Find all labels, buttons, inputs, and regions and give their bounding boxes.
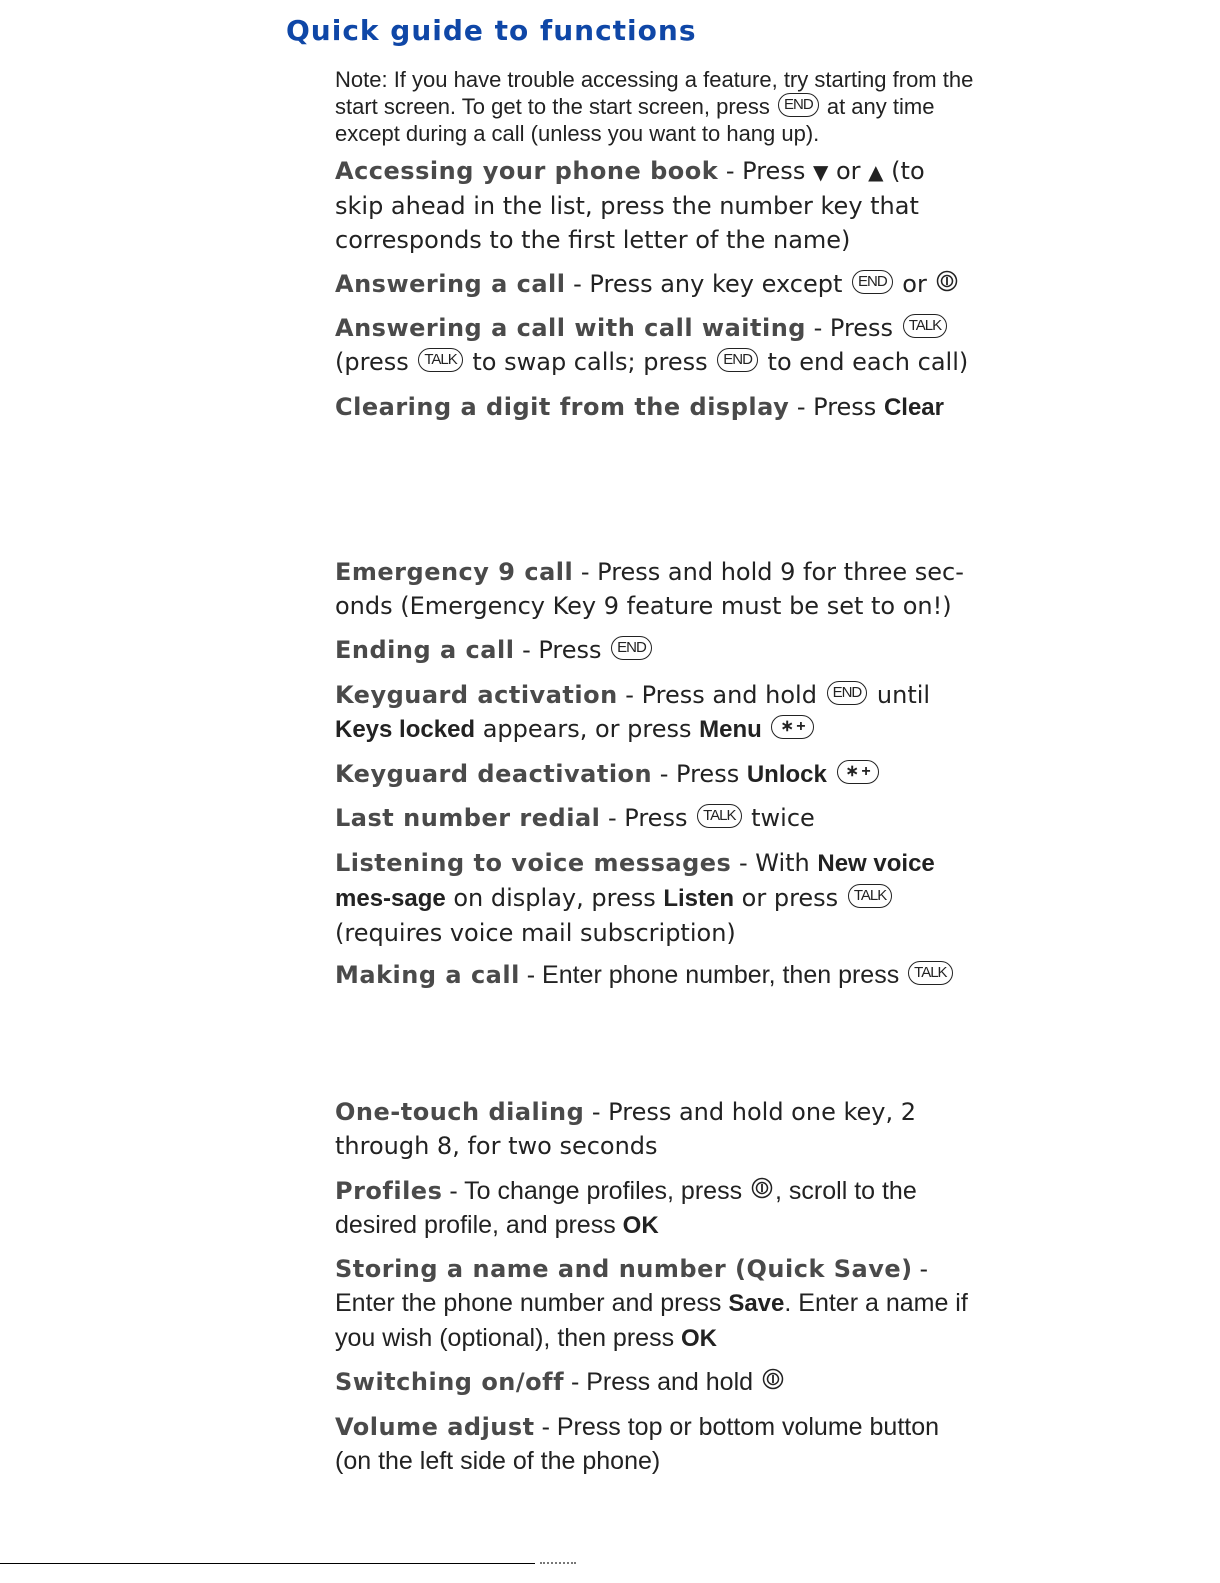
footer-rule: [0, 1563, 535, 1564]
softkey-label: Clear: [883, 394, 944, 421]
entry-call-waiting: [335, 311, 975, 379]
entry-text: (press: [335, 348, 417, 376]
page-title: Quick guide to functions: [286, 14, 697, 47]
entry-term: Emergency 9 call: [335, 558, 574, 586]
entry-text: - Press: [600, 804, 696, 832]
softkey-label: Menu: [699, 716, 762, 743]
softkey-label: Listen: [663, 885, 735, 912]
entry-term: Profiles: [335, 1177, 443, 1205]
entry-term: Answering a call: [335, 270, 566, 298]
entry-storing: [335, 1252, 975, 1356]
entry-text: - With: [731, 849, 818, 877]
arrow-down-icon: ▼: [812, 160, 829, 184]
entry-term: Last number redial: [335, 804, 601, 832]
note-text-2: at any time except during a call (unless you want to hang up).: [335, 94, 935, 147]
entry-text: or: [894, 270, 935, 298]
entry-text: to end each call): [759, 348, 969, 376]
arrow-up-icon: ▲: [868, 160, 884, 184]
star-key-icon: ∗ +: [771, 715, 813, 739]
entry-redial: [335, 801, 975, 835]
talk-key-icon: TALK: [848, 884, 892, 908]
entry-text: - Press: [805, 314, 901, 342]
note-text-1: Note: If you have trouble accessing a feature, try starting from the start screen. To get to the start screen, press: [335, 67, 974, 119]
entry-text: twice: [743, 804, 815, 832]
softkey-label: OK: [681, 1325, 718, 1352]
entry-text: - Enter the phone number and press: [335, 1255, 928, 1317]
footer-mark: [540, 1562, 576, 1564]
entry-term: Listening to voice messages: [335, 849, 732, 877]
entry-clearing: [335, 390, 975, 425]
entry-text: (requires voice mail subscription): [335, 919, 736, 947]
talk-key-icon: TALK: [697, 804, 741, 828]
entry-text: , scroll to the desired profile, and press: [335, 1177, 917, 1239]
entry-text: appears, or press: [475, 715, 700, 743]
entry-term: Keyguard activation: [335, 681, 618, 709]
entry-text: - Press: [652, 760, 747, 788]
entry-text: or press: [734, 884, 846, 912]
end-key-icon: END: [778, 93, 819, 117]
entry-text: - Press and hold: [564, 1368, 760, 1396]
entry-profiles: [335, 1174, 975, 1243]
entry-switching: [335, 1365, 975, 1399]
entry-emergency: [335, 555, 975, 623]
entry-term: Accessing your phone book: [335, 157, 719, 185]
softkey-label: OK: [622, 1212, 659, 1239]
entry-text: - Press and hold one key, 2 through 8, for two seconds: [335, 1098, 917, 1160]
talk-key-icon: TALK: [908, 961, 952, 985]
entry-text: on display, press: [445, 884, 664, 912]
power-key-icon: [762, 1368, 784, 1390]
entry-text: - Press: [789, 393, 884, 421]
note-paragraph: [335, 66, 975, 147]
entry-text: . Enter a name if you wish (optional), then press: [335, 1289, 968, 1352]
entry-keyguard-activation: [335, 678, 975, 747]
end-key-icon: END: [717, 348, 758, 372]
entry-ending: [335, 633, 975, 667]
entry-keyguard-deactivation: [335, 757, 975, 792]
entry-volume: [335, 1410, 975, 1478]
entry-term: Clearing a digit from the display: [335, 393, 790, 421]
entry-text: - Press and hold 9 for three sec-onds (Emergency Key 9 feature must be set to on!): [335, 558, 964, 620]
entry-text: - Press top or bottom volume button (on the left side of the phone): [335, 1413, 940, 1475]
power-key-icon: [751, 1177, 773, 1199]
entry-voice-messages: [335, 846, 975, 950]
entry-term: Volume adjust: [335, 1413, 535, 1441]
entry-term: Switching on/off: [335, 1368, 565, 1396]
power-key-icon: [936, 270, 958, 292]
entry-one-touch: [335, 1095, 975, 1163]
entry-phone-book: [335, 154, 975, 257]
entry-text: (to skip ahead in the list, press the number key that corresponds to the first letter of the name): [335, 157, 925, 254]
entry-term: Making a call: [335, 961, 520, 989]
entry-text: - Press: [718, 157, 813, 185]
entry-text: - Enter phone number, then press: [519, 961, 907, 989]
entry-text: - Press and hold: [617, 681, 825, 709]
entry-making-call: [335, 958, 975, 992]
softkey-label: Save: [728, 1290, 785, 1317]
entry-text: - Press: [514, 636, 610, 664]
softkey-label: Unlock: [746, 761, 827, 788]
talk-key-icon: TALK: [418, 348, 462, 372]
end-key-icon: END: [611, 636, 652, 660]
entry-text: - Press any key except: [565, 270, 850, 298]
entry-term: Ending a call: [335, 636, 515, 664]
entry-text: to swap calls; press: [464, 348, 716, 376]
softkey-label: Keys locked: [335, 716, 476, 743]
entry-term: One-touch dialing: [335, 1098, 585, 1126]
star-key-icon: ∗ +: [837, 760, 879, 784]
end-key-icon: END: [852, 270, 893, 294]
softkey-label: New voice mes-sage: [335, 850, 935, 912]
entry-text: - To change profiles, press: [442, 1177, 750, 1205]
entry-term: Storing a name and number (Quick Save): [335, 1255, 913, 1283]
entry-text: or: [828, 157, 869, 185]
talk-key-icon: TALK: [903, 314, 947, 338]
entry-term: Answering a call with call waiting: [335, 314, 806, 342]
end-key-icon: END: [827, 681, 868, 705]
entry-answering: [335, 267, 975, 301]
entry-text: until: [869, 681, 931, 709]
entry-term: Keyguard deactivation: [335, 760, 653, 788]
